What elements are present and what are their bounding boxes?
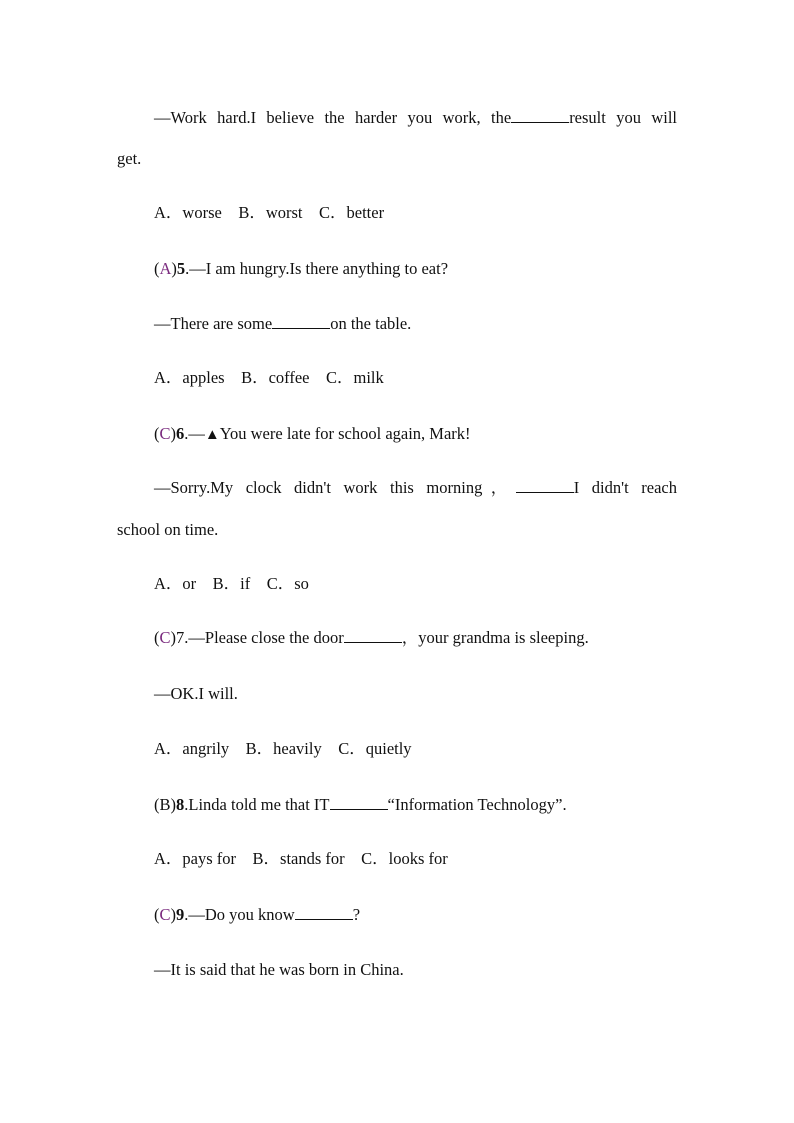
q5-answer: A xyxy=(159,259,172,278)
q5-stem xyxy=(154,258,677,280)
q8-stem xyxy=(154,794,677,816)
answer-blank xyxy=(511,107,569,123)
q7-answer: C xyxy=(159,628,171,647)
answer-blank xyxy=(344,627,402,643)
answer-blank xyxy=(516,477,574,493)
q8-number: 8 xyxy=(176,795,185,814)
q4-options: A．worse B．worst C．better xyxy=(154,203,385,222)
q4-reply-line2: get. xyxy=(117,149,142,168)
q6-reply-text: Sorry.My clock didn't work this morning， xyxy=(170,478,516,497)
paren-close: ) xyxy=(170,628,177,647)
q5-reply xyxy=(154,313,677,335)
q4-reply-text-end: result you will xyxy=(569,108,678,127)
dash: — xyxy=(154,314,171,333)
q9-number: 9 xyxy=(176,905,185,924)
q4-reply-line1 xyxy=(154,107,677,129)
q9-stem-text-end: ? xyxy=(352,905,361,924)
q8-answer: (B) xyxy=(154,795,176,814)
q8-stem-text-end: “Information Technology”. xyxy=(387,795,567,814)
q8-options: A．pays for B．stands for C．looks for xyxy=(154,849,448,868)
q7-reply: —OK.I will. xyxy=(154,684,238,703)
q6-stem-text: You were late for school again, Mark! xyxy=(219,424,471,443)
q5-options: A．apples B．coffee C．milk xyxy=(154,368,384,387)
paren-close: ) xyxy=(170,424,177,443)
q7-stem-text-end: ，your grandma is sleeping. xyxy=(401,628,589,647)
q5-reply-text: There are some xyxy=(170,314,273,333)
q9-stem xyxy=(154,904,677,926)
q4-reply-text: Work hard.I believe the harder you work, the xyxy=(170,108,512,127)
paren-open: ( xyxy=(154,259,160,278)
answer-blank xyxy=(295,904,353,920)
q5-reply-text-end: on the table. xyxy=(330,314,412,333)
q6-reply-line1 xyxy=(154,477,677,499)
paren-open: ( xyxy=(154,424,160,443)
q6-reply-line2: school on time. xyxy=(117,520,219,539)
paren-close: ) xyxy=(171,259,177,278)
paren-open: ( xyxy=(154,628,160,647)
q5-number: 5 xyxy=(176,259,186,278)
q9-reply: —It is said that he was born in China. xyxy=(154,960,404,979)
q7-number: 7 xyxy=(176,628,185,647)
q6-reply-text-end: I didn't reach xyxy=(573,478,677,497)
paren-open: ( xyxy=(154,905,160,924)
answer-blank xyxy=(272,313,330,329)
q6-number: 6 xyxy=(176,424,185,443)
dash: — xyxy=(154,478,171,497)
q5-stem-text: .—I am hungry.Is there anything to eat? xyxy=(185,259,449,278)
q6-stem-prefix: .— xyxy=(184,424,205,443)
answer-blank xyxy=(330,794,388,810)
triangle-icon: ▲ xyxy=(204,427,220,443)
q9-stem-text: .—Do you know xyxy=(184,905,295,924)
paren-close: ) xyxy=(170,905,177,924)
dash: — xyxy=(154,108,171,127)
q9-answer: C xyxy=(159,905,171,924)
q7-stem xyxy=(154,627,677,649)
q8-stem-text: .Linda told me that IT xyxy=(184,795,330,814)
q7-stem-text: .—Please close the door xyxy=(184,628,344,647)
q6-stem xyxy=(154,423,677,446)
q6-answer: C xyxy=(159,424,171,443)
q7-options: A．angrily B．heavily C．quietly xyxy=(154,739,412,758)
q6-options: A．or B．if C．so xyxy=(154,574,309,593)
